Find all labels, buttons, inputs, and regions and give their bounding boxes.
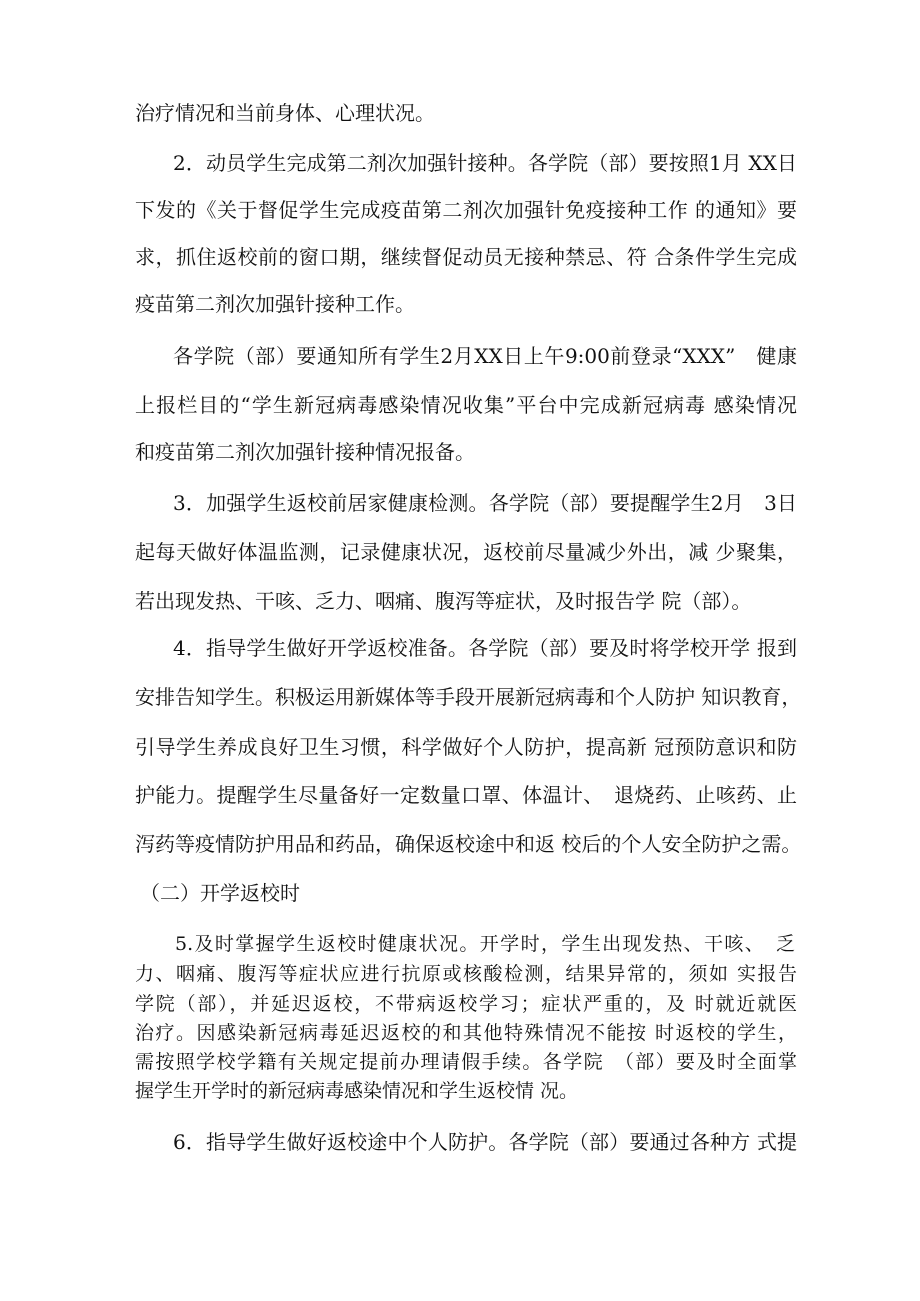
text-line: 各学院（部）要通知所有学生2月XX日上午9:00前登录“XXX” 健康 xyxy=(173,344,797,368)
text-line: 治疗。因感染新冠病毒延迟返校的和其他特殊情况不能按 时返校的学生， xyxy=(135,1022,797,1044)
text-line: 和疫苗第二剂次加强针接种情况报备。 xyxy=(135,440,475,464)
text-line: 需按照学校学籍有关规定提前办理请假手续。各学院 （部）要及时全面掌 xyxy=(135,1051,797,1073)
text-line: 下发的《关于督促学生完成疫苗第二剂次加强针免疫接种工作 的通知》要 xyxy=(135,198,797,222)
text-line: 安排告知学生。积极运用新媒体等手段开展新冠病毒和个人防护 知识教育， xyxy=(135,685,802,709)
text-line: 若出现发热、干咳、乏力、咽痛、腹泻等症状，及时报告学 院（部）。 xyxy=(135,589,752,613)
text-line: 6．指导学生做好返校途中个人防护。各学院（部）要通过各种方 式提 xyxy=(173,1130,797,1154)
text-line: 3．加强学生返校前居家健康检测。各学院（部）要提醒学生2月 3日 xyxy=(173,491,797,515)
text-line: 力、咽痛、腹泻等症状应进行抗原或核酸检测，结果异常的，须如 实报告 xyxy=(135,963,797,985)
text-line: 护能力。提醒学生尽量备好一定数量口罩、体温计、 退烧药、止咳药、止 xyxy=(135,783,797,807)
text-line: 泻药等疫情防护用品和药品，确保返校途中和返 校后的个人安全防护之需。 xyxy=(135,832,802,856)
text-line: 上报栏目的“学生新冠病毒感染情况收集”平台中完成新冠病毒 感染情况 xyxy=(135,393,797,417)
text-line: 求，抓住返校前的窗口期，继续督促动员无接种禁忌、符 合条件学生完成 xyxy=(135,245,797,269)
text-line: 引导学生养成良好卫生习惯，科学做好个人防护，提高新 冠预防意识和防 xyxy=(135,735,797,759)
section-heading: （二）开学返校时 xyxy=(140,881,300,905)
text-line: 起每天做好体温监测，记录健康状况，返校前尽量减少外出，减 少聚集， xyxy=(135,540,797,564)
text-line: 学院（部），并延迟返校，不带病返校学习；症状严重的，及 时就近就医 xyxy=(135,993,797,1015)
text-line: 4．指导学生做好开学返校准备。各学院（部）要及时将学校开学 报到 xyxy=(173,636,797,660)
text-line: 疫苗第二剂次加强针接种工作。 xyxy=(135,292,415,316)
text-line: 治疗情况和当前身体、心理状况。 xyxy=(135,101,435,125)
text-line: 握学生开学时的新冠病毒感染情况和学生返校情 况。 xyxy=(135,1080,579,1102)
text-line: 5.及时掌握学生返校时健康状况。开学时，学生出现发热、干咳、 乏 xyxy=(175,933,795,955)
text-line: 2．动员学生完成第二剂次加强针接种。各学院（部）要按照1月 XX日 xyxy=(173,151,797,175)
